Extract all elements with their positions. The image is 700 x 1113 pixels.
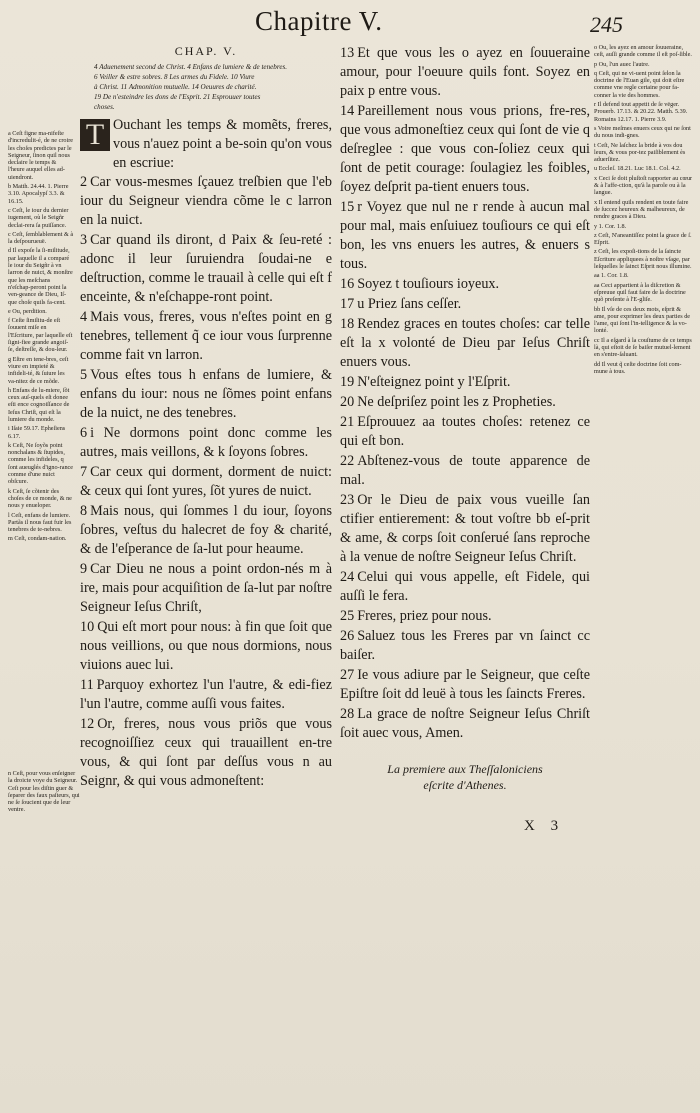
verse <box>340 666 590 704</box>
left-margin-notes <box>8 130 80 814</box>
verse-text: Or le Dieu de paix vous vueille ſan ctifier entierement: & tout voſtre bb eſ-prit & ame, & corps ſoit conſerué ſans reproche à la venue de noſtre Seigneur Ieſus Chriſt. <box>340 492 590 565</box>
verse <box>340 102 590 197</box>
verse-number: 21 <box>340 414 355 430</box>
verse-number: 13 <box>340 45 355 61</box>
verse <box>340 393 590 412</box>
verse-1: Ouchant les temps & momẽts, freres, vous n'auez point a be-soin qu'on vous en escriue: <box>113 117 332 171</box>
verse-number: 18 <box>340 316 355 332</box>
verse-number: 12 <box>80 716 95 732</box>
verse-number: 26 <box>340 628 355 644</box>
verse-number: 28 <box>340 706 355 722</box>
verse <box>340 607 590 626</box>
verse-text: Abſtenez-vous de toute apparence de mal. <box>340 453 590 488</box>
margin-note: h Enfans de lu-miere, ſõt ceux auſ-quels eſt donee eſti ence cognoiſſance de Ieſus Chriſt, qui eſt la lumiere du monde. <box>8 386 70 423</box>
verse-text: Or, freres, nous vous priõs que vous recognoiſſiez ceux qui trauaillent en-tre vous, & qui ſont par deſſus vous n au Seignr, & qui vous admoneſtent: <box>80 716 332 789</box>
verse-number: 7 <box>80 464 88 480</box>
margin-note: c Ceſt, ſemblablement & à la deſpourueuë. <box>8 230 74 246</box>
margin-note: y 1. Cor. 1.8. <box>594 222 627 230</box>
verse-number: 5 <box>80 367 88 383</box>
margin-note: x Ceci ſe doit pluſtoſt rapporter au cœur & à l'affe-ction, qu'à la parole ou à la langue. <box>594 174 693 197</box>
summary-line: choses. <box>94 103 115 111</box>
verse <box>340 705 590 743</box>
verse <box>340 198 590 274</box>
verse-text: Freres, priez pour nous. <box>357 608 492 624</box>
verse-text: Car quand ils diront, d Paix & ſeu-reté : adonc il leur ſuruiendra ſoudai-ne e deſtruction, comme le trauail à celle qui eſt f enceinte, & n'eſchappe-ront point. <box>80 232 332 305</box>
margin-note: k Ceſt, Ne ſoyõs point nonchalans & ſtupides, comme les infideles, q ſont aueuglés d'igno-rance comme d'une nuict obſcure. <box>8 441 74 486</box>
verse <box>80 560 332 617</box>
verse-number: 8 <box>80 503 88 519</box>
verse-number: 16 <box>340 276 355 292</box>
margin-note: k Ceſt, ſe cõtenir des choſes de ce monde, & ne nous y enueloper. <box>8 487 72 510</box>
verse-number: 4 <box>80 309 88 325</box>
verse <box>340 373 590 392</box>
margin-note: e Ou, perdition. <box>8 307 47 315</box>
chapter-summary <box>94 62 332 112</box>
verse-number: 10 <box>80 619 95 635</box>
margin-note: f Ceſte ſimilitu-de eſt ſouuent miſe en l'Eſcriture, par laquelle eſt ſigni-fiee grande angoiſ-ſe, deſtreſſe, & dou-leur. <box>8 317 73 354</box>
signature-mark: X 3 <box>524 818 565 834</box>
verse-text: Mais vous, freres, vous n'eſtes point en g tenebres, tellement q̃ ce iour vous ſurprenne comme fait vn larron. <box>80 309 332 363</box>
verse <box>340 491 590 567</box>
colophon-line: La premiere aux Theſſaloniciens <box>387 762 543 776</box>
margin-note: i Iſaie 59.17. Epheſiens 6.17. <box>8 425 66 440</box>
margin-note: l Ceſt, enfans de lumiere. Partãs il nous faut fuir les tenebres de te-nebres. <box>8 511 72 534</box>
running-head: Chapitre V. <box>255 6 383 36</box>
right-margin-notes <box>594 44 694 377</box>
verse-text: u Priez ſans ceſſer. <box>357 296 462 312</box>
margin-note: a Ceſt figne ma-nifeſte d'incredulit-é, de ne croire les choſes predictes par le Seigneur, ſinon quil nous declaire le temps & l'heure auquel elles ad-uiendront. <box>8 130 74 181</box>
margin-note: z Ceſt, N'aneantiſſez point la grace de ſ. Eſprit. <box>594 231 692 247</box>
dropcap: T <box>80 119 110 151</box>
verse-number: 14 <box>340 103 355 119</box>
margin-note: n Ceſt, pour vous enſeigner la droicte voye du Seigneur. Ceſt pour les diſtin guer & ſeparer des faux paſteurs, qui ne ſe ſoucient que de leur ventre. <box>8 770 80 814</box>
verse-text: Eſprouuez aa toutes choſes: retenez ce qui eſt bon. <box>340 414 590 449</box>
verse-number: 24 <box>340 569 355 585</box>
verse-number: 25 <box>340 608 355 624</box>
margin-note: dd Il veut q̃ ceſte doctrine ſoit com-mune à tous. <box>594 360 682 375</box>
margin-note: c Ceſt, le iour du dernier iugement, où le Seigñr declai-rera ſa puiſſance. <box>8 206 69 229</box>
verse-text: Rendez graces en toutes choſes: car telle eſt la x volonté de Dieu par Ieſus Chriſt enuers vous. <box>340 316 590 370</box>
margin-note: z Ceſt, les expoſi-tions de la ſaincte Eſcriture appliquees à noſtre vſage, par leſquelles le ſainct Eſprit nous illumine. <box>594 248 692 271</box>
colophon-line: eſcrite d'Athenes. <box>423 778 507 792</box>
verse-text: r Voyez que nul ne r rende à aucun mal pour mal, mais enſuiuez touſiours ce qui eſt bon, les vns enuers les autres, & enuers s tous. <box>340 199 590 272</box>
summary-line: 6 Veiller & estre sobres. 8 Les armes du Fidele. 10 Viure <box>94 73 255 81</box>
page-number: 245 <box>590 12 623 37</box>
verse-text: Soyez t touſiours ioyeux. <box>357 276 500 292</box>
verse-text: Car ceux qui dorment, dorment de nuict: & ceux qui ſont yures, ſõt yures de nuict. <box>80 464 332 499</box>
verse-text: Vous eſtes tous h enfans de lumiere, & enfans du iour: nous ne ſõmes point enfans de la nuict, ne des tenebres. <box>80 367 332 421</box>
verse <box>340 275 590 294</box>
verse-number: 23 <box>340 492 355 508</box>
margin-note: x Il entend quils rendent en toute faire de ſuccez heureux & malheureux, de rendre graces à Dieu. <box>594 198 689 221</box>
first-verse-block <box>80 116 332 173</box>
verse <box>80 502 332 559</box>
margin-note: b Matth. 24.44. 1. Pierre 3.10. Apocalypſ 3.3. & 16.15. <box>8 183 69 205</box>
verse-text: Ie vous adiure par le Seigneur, que ceſte Epiſtre ſoit dd leuë à tous les ſaincts Freres. <box>340 667 590 702</box>
summary-line: 19 De n'esteindre les dons de l'Esprit. 21 Esprouuer toutes <box>94 93 261 101</box>
verse-number: 2 <box>80 174 88 190</box>
verse-text: Car Dieu ne nous a point ordon-nés m à ire, mais pour acquiſition de ſa-lut par noſtre Seigneur Ieſus Chriſt, <box>80 561 332 615</box>
verse <box>80 424 332 462</box>
verse <box>80 366 332 423</box>
verse <box>80 715 332 791</box>
verse-text: N'eſteignez point y l'Eſprit. <box>357 374 511 390</box>
verse-text: Saluez tous les Freres par vn ſainct cc baiſer. <box>340 628 590 663</box>
margin-note: g Eſtre en tene-bres, ceſt viure en impieté & infideli-té, & ſuiure les va-nitez de ce mõde. <box>8 355 69 385</box>
verse-number: 17 <box>340 296 355 312</box>
verse <box>80 463 332 501</box>
verse-number: 15 <box>340 199 355 215</box>
verse-text: Parquoy exhortez l'un l'autre, & edi-fiez l'un l'autre, comme auſſi vous faites. <box>80 677 332 712</box>
margin-note: d Il expoſe la ſi-militude, par laquelle il a comparé le iour du Seigñr à vn larron de nuict, & monſtre que les meſchans n'eſchap-peront point la ven-geance de Dieu, Iſ-que choſe quils fa-cent. <box>8 247 73 306</box>
verse-number: 27 <box>340 667 355 683</box>
margin-note: q Ceſt, qui ne vi-uent point ſelon la doctrine de l'Euan gile, qui doit eſtre comme vne regle certaine pour fa-conner la vie des hommes. <box>594 69 685 99</box>
right-column <box>340 44 590 793</box>
verse-text: i Ne dormons point donc comme les autres, mais veillons, & k ſoyons ſobres. <box>80 425 332 460</box>
verse-number: 19 <box>340 374 355 390</box>
margin-note: t Ceſt, Ne laſchez la bride à vos dou leurs, & vous por-tez paiſiblement ès aduerſitez. <box>594 141 686 164</box>
verse <box>340 452 590 490</box>
margin-note: m Ceſt, condam-nation. <box>8 535 67 543</box>
verse <box>80 173 332 230</box>
verse <box>80 618 332 675</box>
verse <box>80 676 332 714</box>
margin-note: cc Il a eſgard à la couſtume de ce temps là, qui eſtoit de ſe baiſer mutuel-lement en s'entre-ſaluant. <box>594 336 692 359</box>
margin-note: r Il defend tout appetit de ſe vēger. Prouerb. 17.13. & 20.22. Matth. 5.39. Romains 12.17. 1. Pierre 3.9. <box>594 101 688 123</box>
margin-note: s Voire meſmes enuers ceux qui ne ſont du nous indi-gnes. <box>594 124 691 140</box>
chapter-label: CHAP. V. <box>174 44 238 58</box>
verse-text: Mais nous, qui ſommes l du iour, ſoyons ſobres, veſtus du halecret de foy & charité, & de l'eſperance de ſa-lut pour heaume. <box>80 503 332 557</box>
left-column <box>80 44 332 792</box>
summary-line: 4 Aduenement second de Christ. 4 Enfans de lumiere & de tenebres. <box>94 63 288 71</box>
verse-text: Et que vous les o ayez en ſouueraine amour, pour l'oeuure quils font. Soyez en paix p entre vous. <box>340 45 590 99</box>
verse-text: Pareillement nous vous prions, fre-res, que vous admoneſtiez ceux qui ſont de vie q deſreglee : que vous con-ſoliez ceux qui ſont de petit courage: ſoulagiez les foibles, ſoyez deſprit pa-tient enuers tous. <box>340 103 590 195</box>
verse <box>80 231 332 307</box>
verse <box>340 295 590 314</box>
verse-text: Ne deſpriſez point les z Propheties. <box>357 394 556 410</box>
verse-number: 6 <box>80 425 88 441</box>
verse <box>340 568 590 606</box>
margin-note: p Ou, l'un auec l'autre. <box>594 60 650 68</box>
verse <box>80 308 332 365</box>
summary-line: à Christ. 11 Admonition mutuelle. 14 Oeuures de charité. <box>94 83 257 91</box>
verse-number: 9 <box>80 561 88 577</box>
verse-number: 11 <box>80 677 94 693</box>
verse <box>340 44 590 101</box>
verse <box>340 413 590 451</box>
verse <box>340 315 590 372</box>
verse-text: Qui eſt mort pour nous: à fin que ſoit que nous veillions, ou que nous dormions, nous viuions auec lui. <box>80 619 332 673</box>
margin-note: u Eccleſ. 18.21. Luc 18.1. Col. 4.2. <box>594 165 681 173</box>
verse-text: La grace de noſtre Seigneur Ieſus Chriſt ſoit auec vous, Amen. <box>340 706 590 741</box>
verse-text: Celui qui vous appelle, eſt Fidele, qui auſſi le fera. <box>340 569 590 604</box>
verse-number: 20 <box>340 394 355 410</box>
margin-note: aa Ceci appartient à la diſcretion & eſpreuue quil faut faire de la doctrine quõ preſente à l'E-gliſe. <box>594 281 686 304</box>
verse <box>340 627 590 665</box>
margin-note: o Ou, les ayez en amour ſouueraine, ceſt, auſſi grande comme il eſt poſ-ſible. <box>594 44 692 59</box>
verse-number: 22 <box>340 453 355 469</box>
verse-text: Car vous-mesmes ſçauez treſbien que l'eb iour du Seigneur viendra cõme le c larron en la nuict. <box>80 174 332 228</box>
verse-number: 3 <box>80 232 88 248</box>
colophon <box>340 761 590 793</box>
margin-note: bb Il vſe de ces deux mots, eſprit & ame, pour exprimer les deux parties de l'ame, qui ſont l'in-telligence & la vo-lonté. <box>594 305 691 335</box>
margin-note: aa 1. Cor. 1.8. <box>594 272 629 280</box>
